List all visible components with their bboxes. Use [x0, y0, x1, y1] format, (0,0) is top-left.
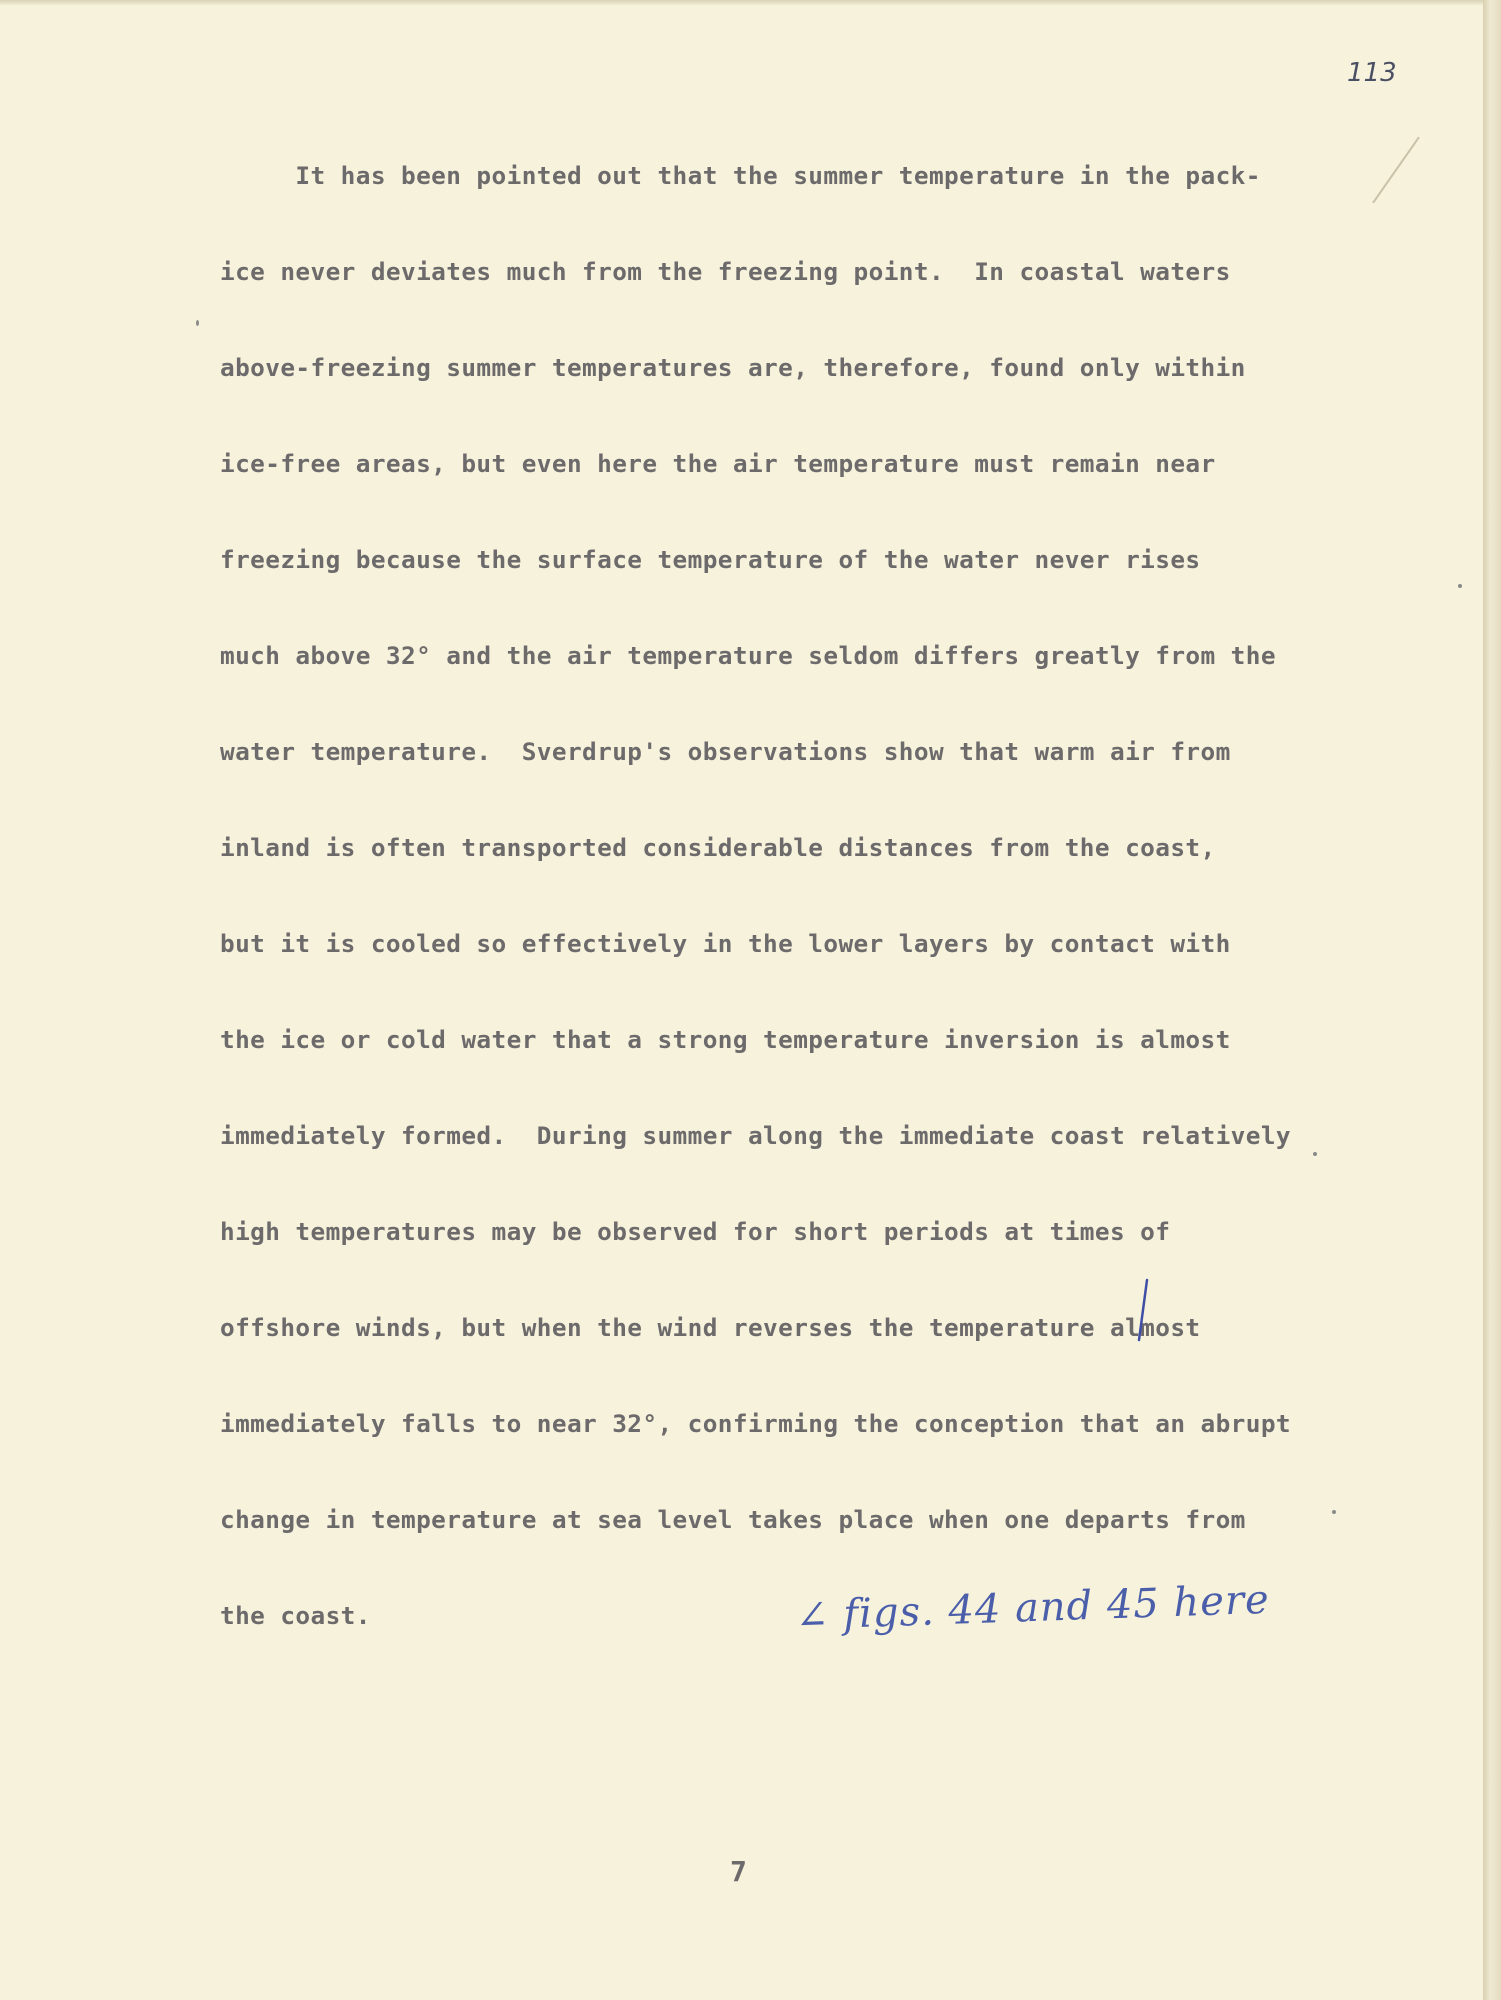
text-line: ice never deviates much from the freezing point. In coastal waters	[220, 257, 1231, 286]
page-edge	[1483, 0, 1501, 2000]
body-text	[220, 128, 1370, 1664]
handwritten-page-number: 113	[1347, 58, 1397, 88]
paper-speck	[1458, 584, 1462, 588]
footer-page-number: 7	[730, 1855, 747, 1888]
paper-speck	[196, 320, 199, 326]
insertion-slash-mark	[1136, 1278, 1150, 1342]
text-line: high temperatures may be observed for short periods at times of	[220, 1217, 1171, 1246]
paper-speck	[1313, 1152, 1317, 1156]
paper-speck	[1332, 1510, 1336, 1514]
pencil-stroke	[1372, 137, 1420, 204]
text-line: but it is cooled so effectively in the lower layers by contact with	[220, 929, 1231, 958]
text-line: freezing because the surface temperature of the water never rises	[220, 545, 1201, 574]
handwritten-figure-note: ∠ figs. 44 and 45 here	[794, 1576, 1271, 1640]
text-line: much above 32° and the air temperature seldom differs greatly from the	[220, 641, 1276, 670]
text-line: It has been pointed out that the summer temperature in the pack-	[220, 161, 1261, 190]
text-line: above-freezing summer temperatures are, therefore, found only within	[220, 353, 1246, 382]
text-line: the ice or cold water that a strong temperature inversion is almost	[220, 1025, 1231, 1054]
text-line: the coast.	[220, 1601, 371, 1630]
text-line: water temperature. Sverdrup's observations show that warm air from	[220, 737, 1231, 766]
page-top-shadow	[0, 0, 1483, 6]
text-line: change in temperature at sea level takes place when one departs from	[220, 1505, 1246, 1534]
text-line: immediately falls to near 32°, confirming the conception that an abrupt	[220, 1409, 1291, 1438]
text-line: ice-free areas, but even here the air temperature must remain near	[220, 449, 1216, 478]
text-line: offshore winds, but when the wind reverses the temperature almost	[220, 1313, 1201, 1342]
text-line: immediately formed. During summer along the immediate coast relatively	[220, 1121, 1291, 1150]
text-line: inland is often transported considerable distances from the coast,	[220, 833, 1216, 862]
